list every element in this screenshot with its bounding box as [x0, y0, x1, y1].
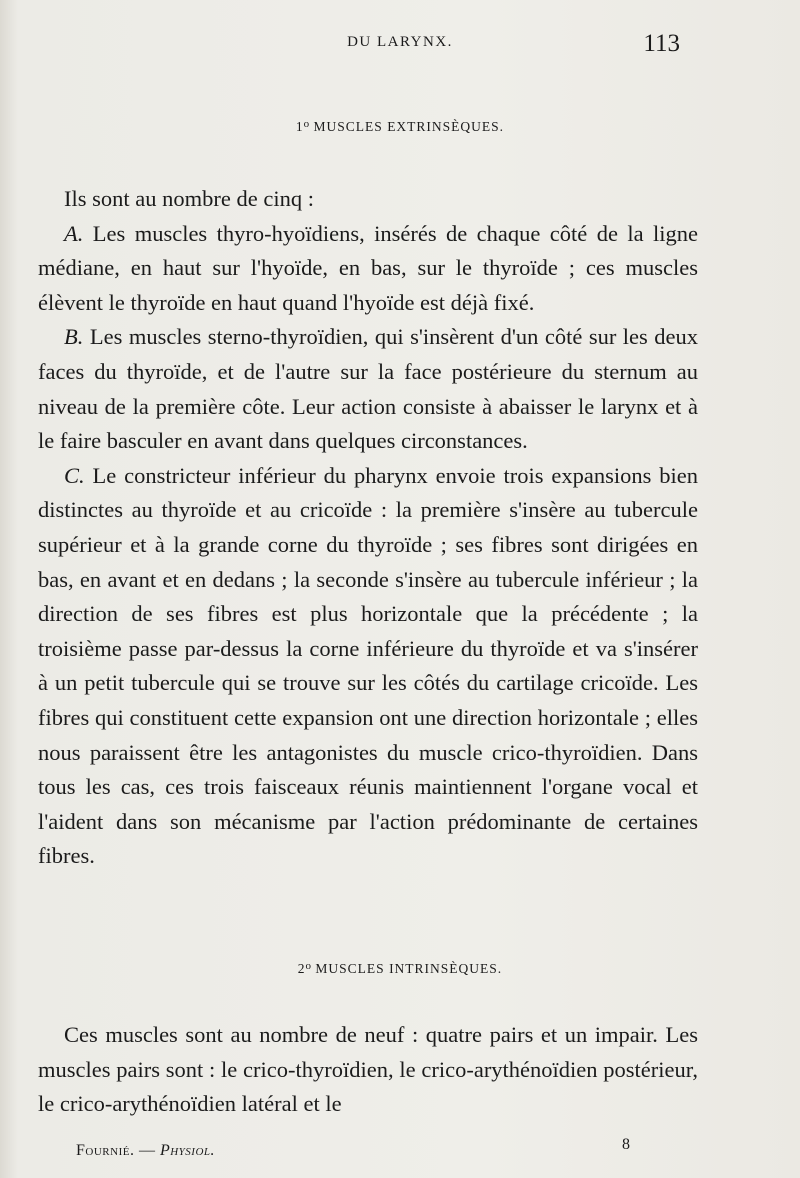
paragraph-text: Ils sont au nombre de cinq : [64, 186, 314, 211]
paragraph-b [38, 320, 698, 458]
body-text-intrinsic [38, 1018, 698, 1122]
paragraph-lead: C. [64, 462, 85, 488]
section-number: 1 [295, 119, 304, 134]
paragraph-text: Les muscles thyro-hyoïdiens, insérés de chaque côté de la ligne médiane, en haut sur l'hyoïde, en bas, sur le thyroïde ; ces muscles élèvent le thyroïde en haut quand l'hyoïde est déjà fixé. [38, 220, 698, 315]
section-heading-intrinsic [0, 960, 800, 977]
section-title: MUSCLES INTRINSÈQUES. [315, 961, 503, 976]
paragraph-text: Le constricteur inférieur du pharynx envoie trois expansions bien distinctes au thyroïde et au cricoïde : la première s'insère au tubercule supérieur et à la grande corne du thyroïde ; ses fibres sont dirigées en bas, en avant et en dedans ; la seconde s'insère au tubercule inférieur ; la direction de ses fibres est plus horizontale que la précédente ; la troisième passe par-dessus la corne inférieure du thyroïde et va s'insérer à un petit tubercule qui se trouve sur les côtés du cartilage cricoïde. Les fibres qui constituent cette expansion ont une direction horizontale ; elles nous paraissent être les antagonistes du muscle crico-thyroïdien. Dans tous les cas, ces trois faisceaux réunis maintiennent l'organe vocal et l'aident dans son mécanisme par l'action prédominante de certaines fibres. [38, 462, 699, 869]
footer-author: Fournié. [76, 1142, 135, 1159]
page-footer [76, 1136, 656, 1166]
running-title: DU LARYNX. [347, 34, 453, 50]
footer-book: Physiol. [159, 1142, 216, 1159]
footer-separator: — [138, 1142, 156, 1159]
section-number-degree: o [303, 118, 310, 130]
paragraph-text: Les muscles sterno-thyroïdien, qui s'insèrent d'un côté sur les deux faces du thyroïde, et de l'autre sur la face postérieure du sternum au niveau de la première côte. Leur action consiste à abaisser le larynx et à le faire basculer en avant dans quelques circonstances. [38, 324, 699, 454]
paragraph-a [38, 217, 698, 321]
section-title: MUSCLES EXTRINSÈQUES. [313, 119, 505, 134]
section-number: 2 [297, 961, 306, 976]
page-number: 113 [643, 30, 680, 57]
paragraph-lead: A. [64, 220, 84, 246]
body-text-extrinsic [38, 182, 698, 874]
running-head [0, 30, 800, 60]
paragraph-lead: B. [64, 324, 84, 350]
signature-mark: 8 [622, 1136, 630, 1153]
paragraph-intro [38, 182, 698, 217]
paragraph-c [38, 459, 698, 874]
section-heading-extrinsic [0, 118, 800, 135]
section-number-degree: o [305, 960, 312, 972]
footer-citation [76, 1142, 215, 1160]
paragraph-intrinsic: Ces muscles sont au nombre de neuf : quatre pairs et un impair. Les muscles pairs sont : le crico-thyroïdien, le crico-arythénoïdien postérieur, le crico-arythénoïdien latéral et le [38, 1022, 698, 1117]
